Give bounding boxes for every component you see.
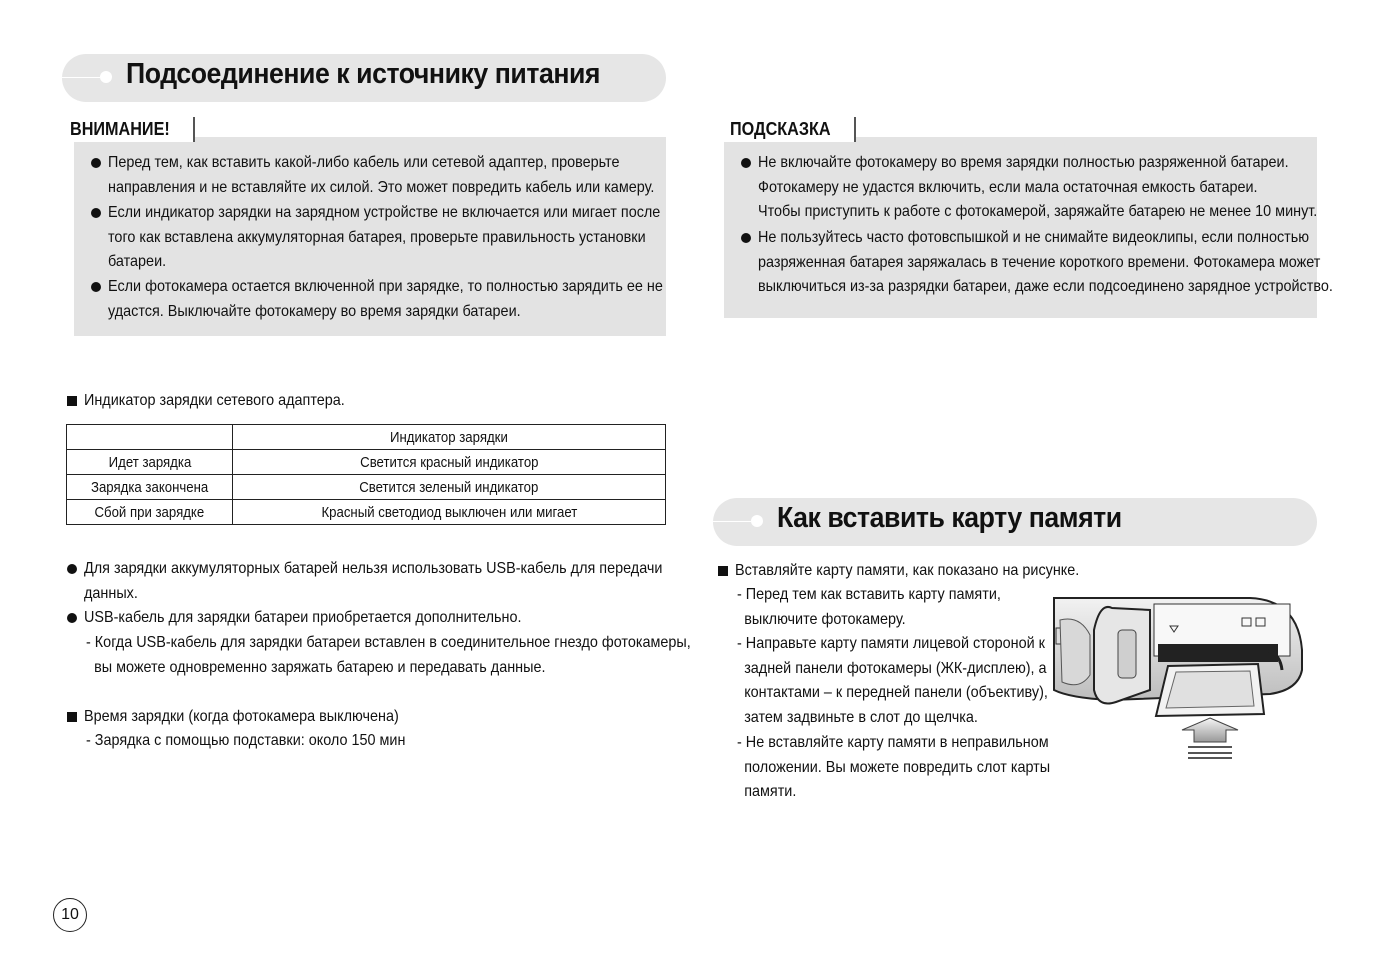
bullet-icon bbox=[91, 158, 101, 168]
table-row bbox=[67, 425, 666, 450]
page-number: 10 bbox=[53, 898, 87, 932]
caution-label: ВНИМАНИЕ! bbox=[62, 117, 195, 142]
bullet-icon bbox=[741, 233, 751, 243]
usb-note-1: Для зарядки аккумуляторных батарей нельзя использовать USB-кабель для передачи данных. bbox=[84, 560, 663, 602]
card-step-2: - Направьте карту памяти лицевой стороной к задней панели фотокамеры (ЖК-дисплею), а контактами – к передней панели (объективу), затем задвиньте в слот до щелчка. bbox=[737, 635, 1048, 726]
bullet-icon bbox=[91, 282, 101, 292]
charge-time-line: - Зарядка с помощью подставки: около 150 мин bbox=[86, 732, 406, 749]
card-step-1: - Перед тем как вставить карту памяти, выключите фотокамеру. bbox=[737, 586, 1001, 628]
table-cell: Идет зарядка bbox=[67, 450, 233, 475]
camera-card-slot-illustration bbox=[1050, 590, 1310, 765]
hint-label: ПОДСКАЗКА bbox=[714, 117, 856, 142]
table-row bbox=[67, 450, 666, 475]
bullet-icon bbox=[91, 208, 101, 218]
square-bullet-icon bbox=[67, 712, 77, 722]
heading-line bbox=[713, 521, 751, 522]
table-cell: Красный светодиод выключен или мигает bbox=[233, 500, 666, 525]
usb-note-2: USB-кабель для зарядки батареи приобретается дополнительно. bbox=[84, 609, 522, 626]
caution-item-1: Перед тем, как вставить какой-либо кабель или сетевой адаптер, проверьте направления и не вставляйте их силой. Это может повредить кабель или камеру. bbox=[108, 154, 655, 196]
usb-note-sub: - Когда USB-кабель для зарядки батареи вставлен в соединительное гнездо фотокамеры, вы можете одновременно заряжать батарею и передавать данные. bbox=[86, 634, 691, 676]
hint-item-1: Не включайте фотокамеру во время зарядки полностью разряженной батареи. Фотокамеру не удастся включить, если мала остаточная емкость батареи. Чтобы приступить к работе с фотокамерой, заряжайте батарею не менее 10 минут. bbox=[758, 154, 1318, 220]
bullet-icon bbox=[67, 613, 77, 623]
charge-time-heading: Время зарядки (когда фотокамера выключена) bbox=[84, 708, 399, 725]
card-step-3: - Не вставляйте карту памяти в неправильном положении. Вы можете повредить слот карты памяти. bbox=[737, 734, 1051, 800]
battery-slot bbox=[1158, 644, 1278, 662]
caution-item-3: Если фотокамера остается включенной при зарядке, то полностью зарядить ее не удастся. Выключайте фотокамеру во время зарядки батареи. bbox=[108, 278, 663, 320]
card-intro: Вставляйте карту памяти, как показано на рисунке. bbox=[735, 562, 1080, 579]
section-heading-power bbox=[62, 54, 666, 102]
camera-grip bbox=[1060, 619, 1090, 685]
square-bullet-icon bbox=[718, 566, 728, 576]
table-cell: Светится зеленый индикатор bbox=[233, 475, 666, 500]
heading-bullet-icon bbox=[751, 515, 763, 527]
heading-bullet-icon bbox=[100, 71, 112, 83]
heading-line bbox=[62, 77, 100, 78]
bullet-icon bbox=[741, 158, 751, 168]
door-latch bbox=[1118, 630, 1136, 678]
indicator-heading: Индикатор зарядки сетевого адаптера. bbox=[84, 392, 345, 409]
section-title: Подсоединение к источнику питания bbox=[126, 58, 601, 90]
insert-arrow-icon bbox=[1182, 718, 1238, 742]
charge-indicator-table bbox=[66, 424, 666, 525]
section-title: Как вставить карту памяти bbox=[777, 502, 1122, 534]
caution-item-2: Если индикатор зарядки на зарядном устройстве не включается или мигает после того как вставлена аккумуляторная батарея, проверьте правильность установки батареи. bbox=[108, 204, 661, 270]
hint-item-2: Не пользуйтесь часто фотовспышкой и не снимайте видеоклипы, если полностью разряженная батарея заряжалась в течение короткого времени. Фотокамера может выключиться из-за разрядки батареи, даже если подсоединено зарядное устройство. bbox=[758, 229, 1333, 295]
bullet-icon bbox=[67, 564, 77, 574]
square-bullet-icon bbox=[67, 396, 77, 406]
table-cell: Светится красный индикатор bbox=[233, 450, 666, 475]
table-header: Индикатор зарядки bbox=[233, 425, 666, 450]
memory-card-face bbox=[1166, 671, 1254, 708]
table-cell: Зарядка закончена bbox=[67, 475, 233, 500]
table-cell bbox=[67, 425, 233, 450]
table-row bbox=[67, 500, 666, 525]
table-row bbox=[67, 475, 666, 500]
table-cell: Сбой при зарядке bbox=[67, 500, 233, 525]
section-heading-memory-card bbox=[713, 498, 1317, 546]
